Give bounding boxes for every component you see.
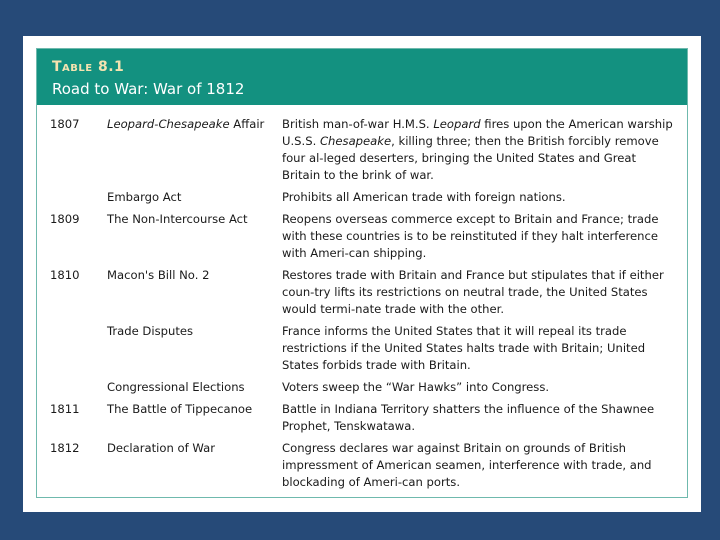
row-year: 1812 bbox=[50, 441, 80, 455]
table-row bbox=[37, 189, 687, 206]
desc-part: fires upon the American warship U.S.S. bbox=[282, 117, 673, 148]
row-year: 1807 bbox=[50, 117, 80, 131]
row-description bbox=[282, 116, 674, 184]
table-title: Road to War: War of 1812 bbox=[52, 80, 245, 98]
row-description: France informs the United States that it will repeal its trade restrictions if the United States halts trade with Britain; United States forbids trade with Britain. bbox=[282, 324, 646, 372]
row-year bbox=[37, 379, 107, 396]
row-year bbox=[37, 323, 107, 374]
table-row bbox=[37, 211, 687, 262]
row-event: The Battle of Tippecanoe bbox=[107, 402, 253, 416]
row-year: 1810 bbox=[50, 268, 80, 282]
row-description: Reopens overseas commerce except to Britain and France; trade with these countries is to be reinstituted if they halt interference with Ameri-can shipping. bbox=[282, 212, 659, 260]
row-event: The Non-Intercourse Act bbox=[107, 212, 248, 226]
table-body bbox=[37, 116, 687, 496]
table-row bbox=[37, 323, 687, 374]
row-event-italic: Leopard-Chesapeake bbox=[107, 117, 230, 131]
table-row bbox=[37, 440, 687, 491]
table-label: Table 8.1 bbox=[52, 59, 125, 75]
row-event: Congressional Elections bbox=[107, 380, 245, 394]
row-description: Voters sweep the “War Hawks” into Congress. bbox=[282, 380, 550, 394]
table-row bbox=[37, 267, 687, 318]
row-event: Embargo Act bbox=[107, 190, 182, 204]
row-description: Battle in Indiana Territory shatters the influence of the Shawnee Prophet, Tenskwatawa. bbox=[282, 402, 655, 433]
table-row bbox=[37, 116, 687, 184]
row-description: Congress declares war against Britain on grounds of British impressment of American seamen, interference with trade, and blockading of Ameri-can ports. bbox=[282, 441, 652, 489]
table-8-1 bbox=[36, 48, 688, 498]
table-row bbox=[37, 401, 687, 435]
row-year: 1811 bbox=[50, 402, 80, 416]
row-event-rest: Affair bbox=[229, 117, 265, 131]
ship-name-leopard: Leopard bbox=[433, 117, 481, 131]
row-event bbox=[107, 116, 282, 184]
row-event: Macon's Bill No. 2 bbox=[107, 268, 210, 282]
ship-name-chesapeake: Chesapeake bbox=[319, 134, 392, 148]
slide bbox=[23, 36, 701, 512]
desc-part: , killing three; then the British forcibly remove four al-leged deserters, bringing the United States and Great Britain to the brink of war. bbox=[282, 134, 659, 182]
row-description: Prohibits all American trade with foreign nations. bbox=[282, 190, 566, 204]
row-description: Restores trade with Britain and France but stipulates that if either coun-try lifts its restrictions on neutral trade, the United States would termi-nate trade with the other. bbox=[282, 268, 664, 316]
table-header bbox=[37, 49, 687, 105]
row-event: Declaration of War bbox=[107, 441, 215, 455]
table-row bbox=[37, 379, 687, 396]
desc-part: British man-of-war H.M.S. bbox=[282, 117, 434, 131]
row-event: Trade Disputes bbox=[107, 324, 194, 338]
row-year bbox=[37, 189, 107, 206]
row-year: 1809 bbox=[50, 212, 80, 226]
